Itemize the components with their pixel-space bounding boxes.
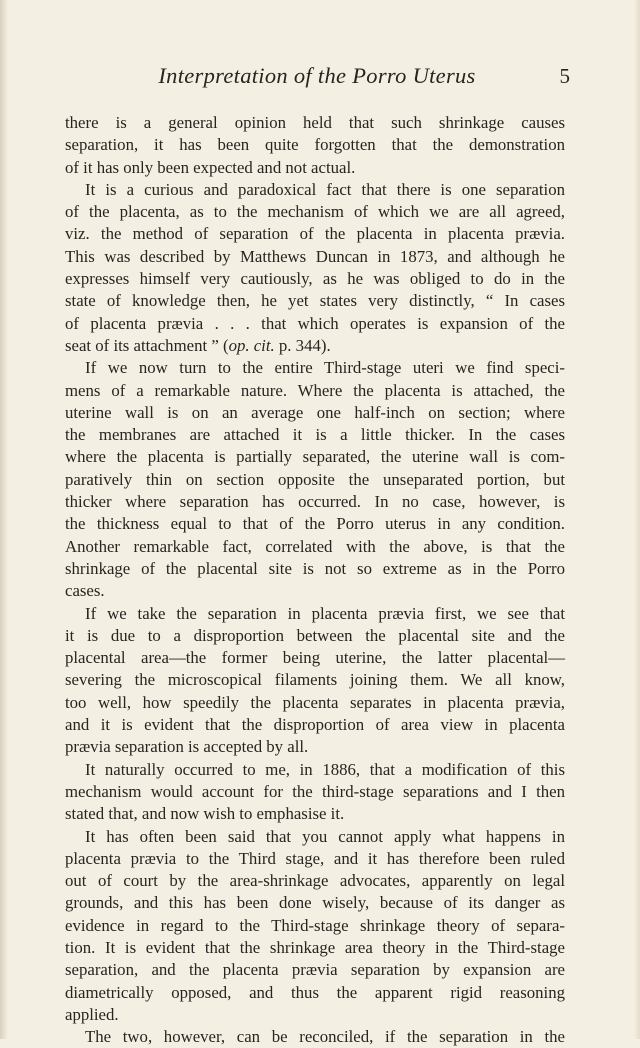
text-line: of placenta prævia . . . that which operates is expansion of the — [65, 313, 565, 333]
text-line: The two, however, can be reconciled, if the separation in the — [85, 1027, 565, 1047]
text-line: there is a general opinion held that such shrinkage causes — [65, 113, 565, 132]
page-edge-left — [0, 0, 8, 1039]
text-line: tion. It is evident that the shrinkage area theory in the Third-stage — [65, 937, 565, 957]
text-line: shrinkage of the placental site is not so extreme as in the Porro — [65, 558, 565, 578]
text-line: of it has only been expected and not actual. — [65, 157, 356, 177]
text-line: too well, how speedily the placenta separates in placenta prævia, — [65, 692, 565, 712]
text-line: If we now turn to the entire Third-stage uteri we find speci- — [85, 358, 565, 378]
text-line: placenta prævia to the Third stage, and it has therefore been ruled — [65, 848, 565, 868]
text-line: it is due to a disproportion between the placental site and the — [65, 625, 565, 645]
text-line: Another remarkable fact, correlated with the above, is that the — [65, 536, 565, 556]
text-line: applied. — [65, 1004, 119, 1024]
text-line: It has often been said that you cannot apply what happens in — [85, 826, 565, 846]
text-line: thicker where separation has occurred. In no case, however, is — [65, 492, 565, 512]
text-line: It is a curious and paradoxical fact that there is one separation — [85, 179, 565, 199]
text-line: viz. the method of separation of the placenta in placenta prævia. — [65, 224, 565, 244]
text-line: separation, it has been quite forgotten that the demonstration — [65, 135, 565, 155]
text-line: evidence in regard to the Third-stage shrinkage theory of separa- — [65, 915, 565, 935]
text-line: where the placenta is partially separated, the uterine wall is com- — [65, 447, 565, 467]
citation-abbrev: op. cit. — [228, 335, 275, 355]
text-line: placental area—the former being uterine, the latter placental— — [65, 648, 565, 668]
text-line: of the placenta, as to the mechanism of which we are all agreed, — [65, 202, 565, 222]
text-line: prævia separation is accepted by all. — [65, 737, 309, 757]
text-line: seat of its attachment ” (op. cit. p. 344). — [65, 335, 331, 355]
text-line: grounds, and this has been done wisely, because of its danger as — [65, 893, 565, 913]
text-line: the membranes are attached it is a little thicker. In the cases — [65, 425, 565, 445]
text-line: state of knowledge then, he yet states very distinctly, “ In cases — [65, 291, 565, 311]
text-line: the thickness equal to that of the Porro uterus in any condition. — [65, 514, 565, 534]
text-line: This was described by Matthews Duncan in 1873, and although he — [65, 246, 565, 266]
text-line: mechanism would account for the third-stage separations and I then — [65, 781, 565, 801]
text-line: severing the microscopical filaments joining them. We all know, — [65, 670, 565, 690]
text-line: uterine wall is on an average one half-inch on section; where — [65, 402, 565, 422]
running-title: Interpretation of the Porro Uterus — [158, 63, 476, 88]
text-line: and it is evident that the disproportion of area view in placenta — [65, 715, 565, 735]
text-line: cases. — [65, 581, 105, 601]
text-line: mens of a remarkable nature. Where the placenta is attached, the — [65, 380, 565, 400]
text-line: stated that, and now wish to emphasise it. — [65, 804, 345, 824]
page-edge-right — [634, 0, 640, 1039]
page-number: 5 — [559, 64, 570, 88]
page-header — [64, 63, 570, 91]
text-line: expresses himself very cautiously, as he was obliged to do in the — [65, 269, 565, 289]
text-line: paratively thin on section opposite the unseparated portion, but — [65, 469, 565, 489]
body-text — [65, 112, 565, 1048]
text-line: out of court by the area-shrinkage advocates, apparently on legal — [65, 871, 565, 891]
text-line: If we take the separation in placenta prævia first, we see that — [85, 603, 565, 623]
text-line: separation, and the placenta prævia separation by expansion are — [65, 960, 565, 980]
text-line: diametrically opposed, and thus the apparent rigid reasoning — [65, 982, 565, 1002]
text-line: It naturally occurred to me, in 1886, that a modification of this — [85, 759, 565, 779]
